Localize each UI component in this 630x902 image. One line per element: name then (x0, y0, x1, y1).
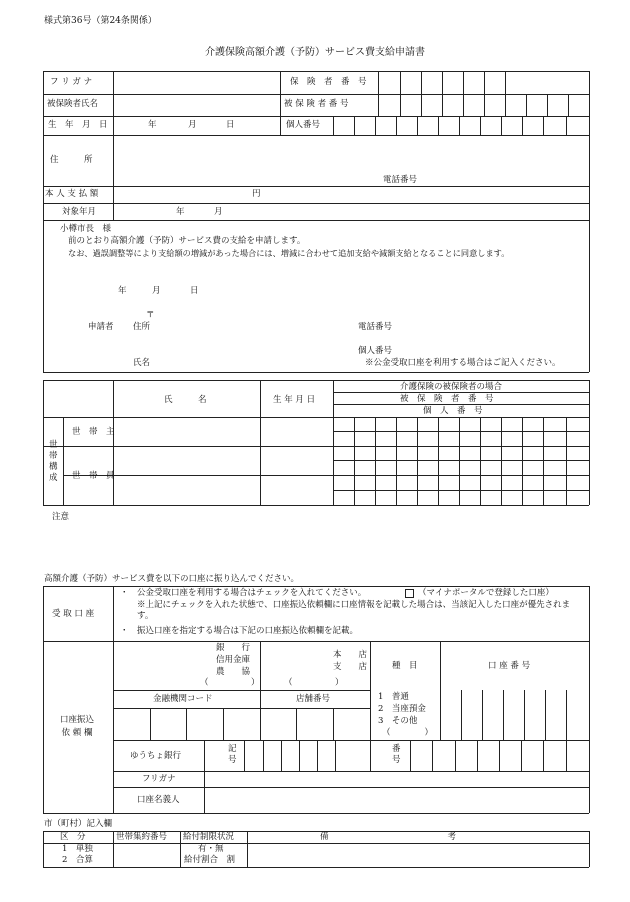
kind-option-1: 1 普通 (378, 692, 409, 702)
branch-paren: （ ） (284, 678, 344, 688)
applicant-phone-label: 電話番号 (358, 322, 393, 332)
applicant-label: 申請者 (88, 322, 114, 332)
branch-code-header: 店舗番号 (296, 694, 331, 704)
target-month-label: 対象年月 (62, 207, 97, 217)
kubun-header: 区 分 (60, 832, 86, 842)
form-number: 様式第36号（第24条関係） (44, 16, 157, 26)
kind-option-paren: （ ） (382, 728, 434, 738)
insured-name-label: 被保険者氏名 (47, 99, 99, 109)
household-no-header: 世帯集約番号 (116, 832, 168, 842)
city-section-title: 市（町村）記入欄 (44, 819, 113, 829)
target-year: 年 (176, 207, 185, 217)
number-label: 番 号 (392, 744, 401, 765)
dob-label: 生 年 月 日 (48, 120, 108, 130)
target-month: 月 (214, 207, 223, 217)
page-title: 介護保険高額介護（予防）サービス費支給申請書 (205, 47, 425, 58)
fin-code-header: 金融機関コード (153, 694, 213, 704)
yen-label: 円 (252, 189, 261, 199)
dob-col-header: 生 年 月 日 (273, 395, 316, 405)
kubun-single: 1 単独 (62, 844, 93, 854)
insured-no-header: 被 保 険 者 番 号 (400, 394, 494, 404)
holder-furigana-label: フリガナ (142, 774, 176, 784)
transfer-request-label: 口座振込 依 頼 欄 (60, 715, 95, 738)
my-number-label: 個人番号 (286, 120, 321, 130)
receive-account-label: 受 取 口 座 (52, 609, 95, 619)
bank-intro: 高額介護（予防）サービス費を以下の口座に振り込んでください。 (44, 574, 300, 584)
payment-label: 本 人 支 払 額 (45, 189, 99, 199)
branch-type-branch: 支 店 (333, 662, 368, 672)
branch-type-main: 本 店 (333, 650, 368, 660)
benefit-limit-header: 給付制限状況 (183, 832, 235, 842)
personal-no-header: 個 人 番 号 (423, 406, 483, 416)
bank-paren: （ ） (200, 678, 260, 688)
address-label: 住 所 (50, 155, 93, 165)
bank-type-shinkin: 信用金庫 (216, 655, 251, 665)
applicant-address-label: 住所 (133, 322, 151, 332)
applicant-name-label: 氏名 (133, 358, 151, 368)
insured-case-header: 介護保険の被保険者の場合 (400, 382, 503, 392)
limit-yes-no: 有・無 (198, 844, 224, 854)
symbol-label: 記 号 (228, 744, 237, 765)
applicant-my-number-label: 個人番号 (358, 346, 393, 356)
priority-note: ※上記にチェックを入れた状態で、口座振込依頼欄に口座情報を記載した場合は、当該記入した口座が優先されます。 (137, 600, 571, 621)
dob-year: 年 (148, 120, 157, 130)
dob-month: 月 (188, 120, 197, 130)
insurer-number-label: 保 険 者 番 号 (290, 77, 367, 87)
phone-label: 電話番号 (383, 175, 418, 185)
yucho-label: ゆうちょ銀行 (130, 751, 182, 761)
benefit-ratio: 給付割合 割 (184, 855, 236, 865)
application-text-1: 前のとおり高額介護（予防）サービス費の支給を申請します。 (68, 236, 306, 246)
postal-mark: 〒 (146, 310, 155, 320)
bank-type-bank: 銀 行 (216, 643, 251, 653)
account-kind-header: 種 目 (392, 661, 418, 671)
account-holder-label: 口座名義人 (137, 795, 180, 805)
application-text-2: なお、過誤調整等により支給額の増減があった場合には、増減に合わせて追加支給や減額支給となることに同意します。 (68, 248, 510, 258)
dob-day: 日 (226, 120, 235, 130)
bank-type-nokyo: 農 協 (216, 667, 251, 677)
kind-option-2: 2 当座預金 (378, 704, 426, 714)
mayor-address: 小樽市長 様 (60, 224, 112, 234)
household-member-label: 世 帯 員 (72, 471, 115, 481)
kubun-combined: 2 合算 (62, 855, 93, 865)
public-account-instruction: 公金受取口座を利用する場合はチェックを入れてください。 (137, 588, 367, 598)
remarks-header: 備 考 (320, 832, 457, 842)
bullet-icon: ・ (120, 588, 129, 598)
insured-number-label: 被 保 険 者 番 号 (284, 99, 349, 109)
household-group-label: 世帯構成 (49, 440, 58, 483)
furigana-label: フ リ ガ ナ (50, 77, 93, 87)
app-date-year: 年 (118, 286, 127, 296)
bullet-icon: ・ (120, 626, 129, 636)
transfer-instruction: 振込口座を指定する場合は下記の口座振込依頼欄を記載。 (137, 626, 359, 636)
public-account-note: ※公金受取口座を利用する場合はご記入ください。 (365, 358, 561, 368)
name-col-header: 氏 名 (164, 395, 207, 405)
public-account-checkbox[interactable] (405, 589, 414, 598)
mynaportal-note: （マイナポータルで登録した口座） (418, 588, 554, 598)
app-date-day: 日 (190, 286, 199, 296)
household-head-label: 世 帯 主 (72, 427, 115, 437)
kind-option-3: 3 その他 (378, 716, 418, 726)
caution-label: 注意 (52, 512, 70, 522)
account-number-header: 口 座 番 号 (488, 661, 531, 671)
app-date-month: 月 (152, 286, 161, 296)
